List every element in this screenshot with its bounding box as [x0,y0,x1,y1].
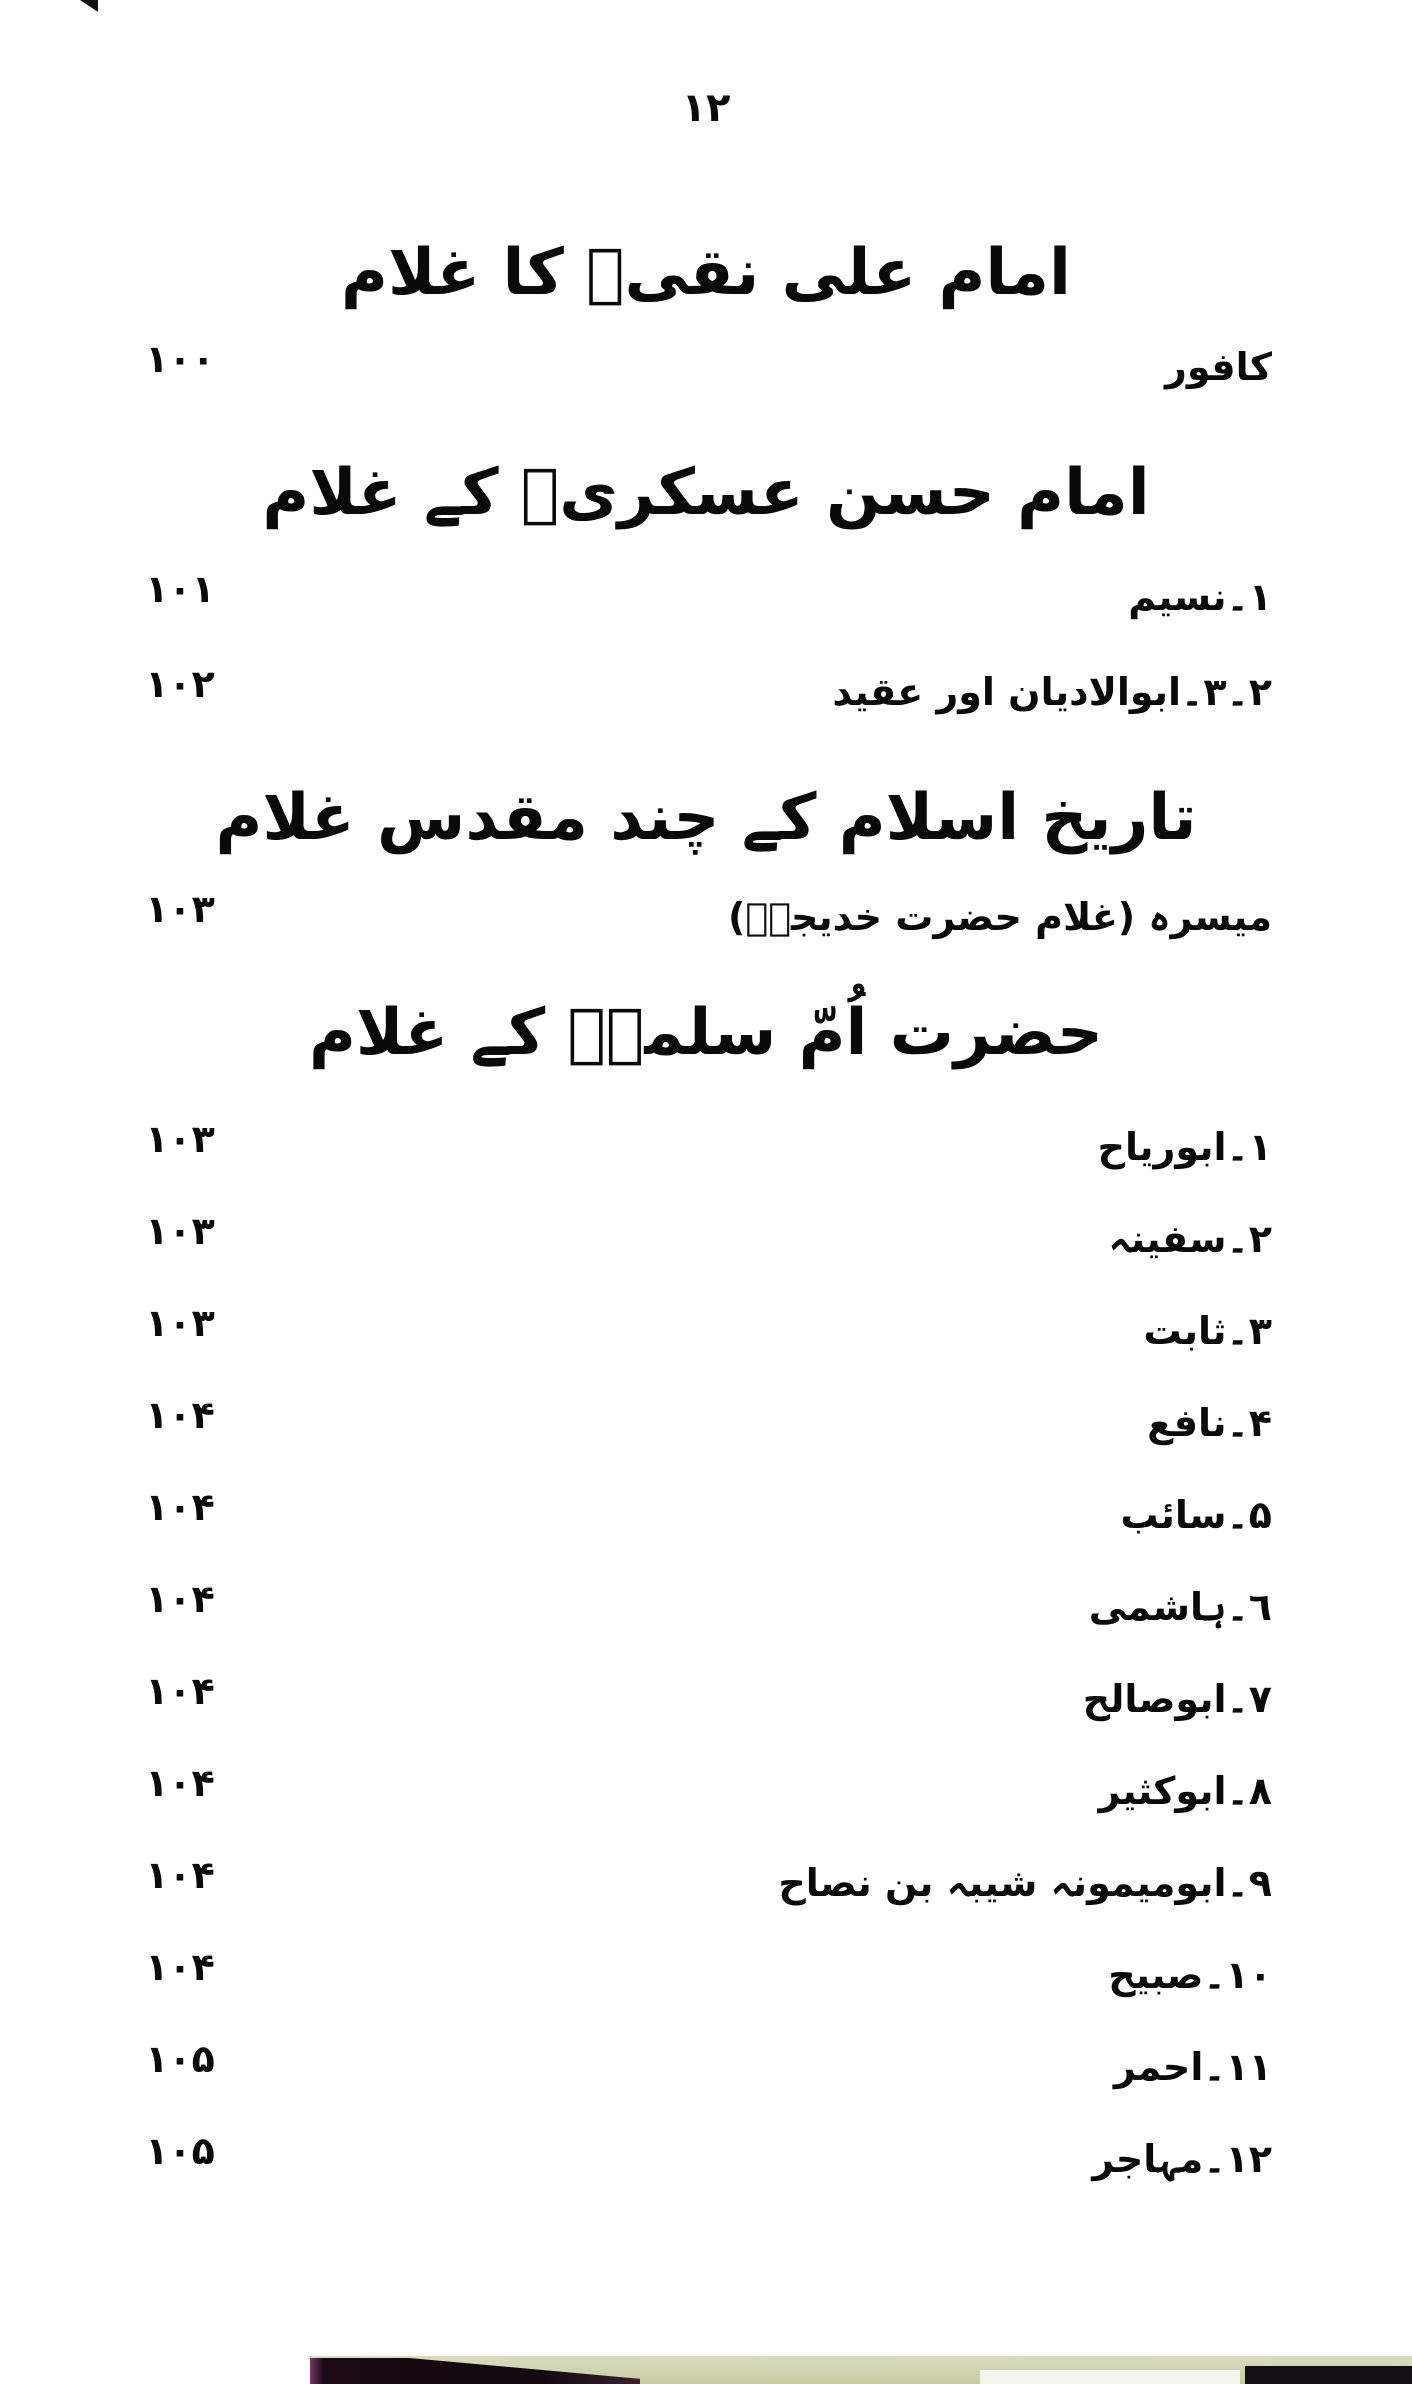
toc-entry [0,1393,1412,1471]
section-heading-umm-salama: حضرت اُمّ سلمہؑ کے غلام [309,996,1103,1070]
entry-title: ۴۔نافع [1147,1401,1272,1445]
entry-page-number: ١٠۴ [145,1393,215,1437]
entry-page-number: ١٠۵ [145,2037,215,2081]
entry-page-number: ١٠۴ [145,1853,215,1897]
entry-page-number: ١٠٠ [145,337,215,381]
entry-title: کافور [1165,345,1272,389]
entry-title: میسرہ (غلام حضرت خدیجہؑ) [728,895,1272,939]
entry-page-number: ١٠٣ [145,1117,215,1161]
entry-title: ۵۔سائب [1120,1493,1272,1537]
entry-page-number: ١٠۴ [145,1761,215,1805]
toc-entry [0,1945,1412,2023]
toc-entry [0,2037,1412,2115]
toc-entry [0,567,1412,645]
entry-title: ٦۔ہاشمی [1088,1585,1272,1629]
page-number: ١٢ [681,85,731,131]
entry-title: ٢۔٣۔ابوالادیان اور عقید [832,670,1272,714]
toc-entry [0,1117,1412,1195]
entry-page-number: ١٠١ [145,567,215,611]
entry-page-number: ١٠٣ [145,1301,215,1345]
entry-page-number: ١٠۴ [145,1577,215,1621]
entry-title: ٩۔ابومیمونہ شیبہ بن نصاح [778,1861,1272,1905]
toc-entry [0,1485,1412,1563]
toc-entry [0,1853,1412,1931]
entry-title: ١١۔احمر [1113,2045,1272,2089]
entry-title: ٣۔ثابت [1143,1309,1272,1353]
entry-page-number: ١٠۴ [145,1669,215,1713]
entry-title: ١۔نسیم [1128,575,1272,619]
toc-entry [0,2129,1412,2207]
entry-title: ٧۔ابوصالح [1082,1677,1272,1721]
toc-entry [0,1669,1412,1747]
section-heading-imam-ali-naqi: امام علی نقیؑ کا غلام [341,236,1071,310]
entry-title: ١۔ابوریاح [1097,1125,1272,1169]
entry-page-number: ١٠٢ [145,662,215,706]
entry-title: ٢۔سفینہ [1108,1217,1272,1261]
entry-page-number: ١٠٣ [145,1209,215,1253]
entry-title: ١٢۔مہاجر [1092,2137,1272,2181]
background-object-dark-right [1245,2366,1412,2384]
entry-page-number: ١٠۵ [145,2129,215,2173]
toc-entry [0,1209,1412,1287]
entry-page-number: ١٠۴ [145,1485,215,1529]
toc-entry [0,662,1412,740]
entry-title: ٨۔ابوکثیر [1098,1769,1272,1813]
toc-entry [0,887,1412,965]
toc-entry [0,1301,1412,1379]
corner-mark [80,0,98,12]
section-heading-imam-hasan-askari: امام حسن عسکریؑ کے غلام [262,456,1150,530]
entry-page-number: ١٠٣ [145,887,215,931]
entry-page-number: ١٠۴ [145,1945,215,1989]
toc-entry [0,337,1412,415]
toc-entry [0,1761,1412,1839]
toc-entry [0,1577,1412,1655]
section-heading-tareekh-islam: تاریخ اسلام کے چند مقدس غلام [215,781,1197,855]
background-object-light [980,2370,1240,2384]
entry-title: ١٠۔صبیح [1108,1953,1272,1997]
